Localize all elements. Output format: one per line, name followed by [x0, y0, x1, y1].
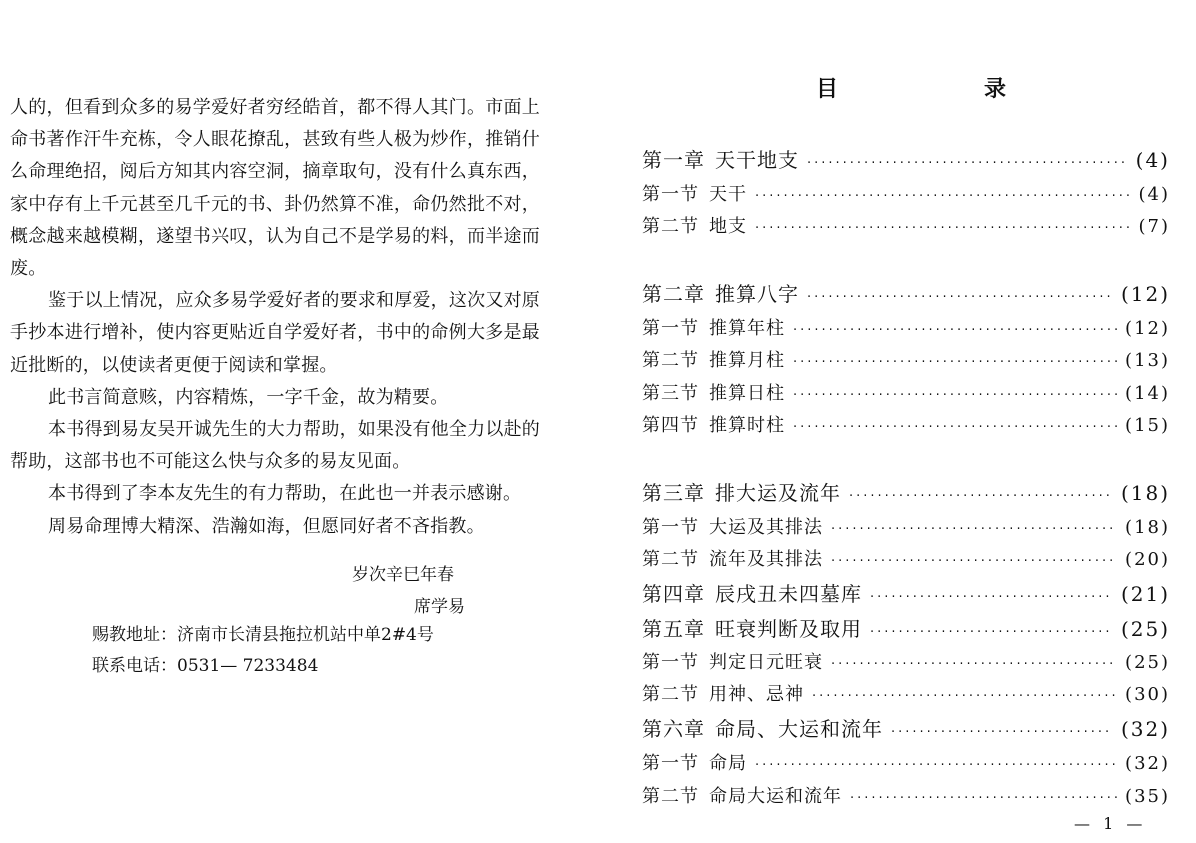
- toc-leader-dots: [850, 791, 1117, 806]
- toc-page-number: (12): [1125, 318, 1170, 339]
- toc-page-number: (4): [1138, 184, 1170, 205]
- contact-address: 赐教地址：济南市长清县拖拉机站中单2#4号: [92, 625, 434, 645]
- toc-entry-title: 用神、忌神: [709, 684, 804, 705]
- toc-number: 第二节: [642, 684, 699, 705]
- toc-leader-dots: [793, 420, 1117, 435]
- toc-page-number: (14): [1125, 383, 1170, 404]
- toc-entry-title: 命局: [709, 753, 747, 774]
- toc-entry-title: 地支: [709, 216, 747, 237]
- toc-page-number: (30): [1125, 684, 1170, 705]
- toc-leader-dots: [870, 590, 1113, 605]
- toc-leader-dots: [793, 323, 1117, 338]
- toc-leader-dots: [812, 689, 1117, 704]
- toc-leader-dots: [831, 657, 1117, 672]
- page-number-footer: — 1 —: [1074, 814, 1147, 833]
- toc-leader-dots: [755, 221, 1131, 236]
- toc-page-number: (25): [1125, 652, 1170, 673]
- toc-entry-title: 大运及其排法: [709, 517, 823, 538]
- toc-number: 第三章: [642, 481, 705, 505]
- toc-entry-chapter-6[interactable]: [642, 713, 1170, 742]
- toc-page-number: (4): [1135, 148, 1170, 172]
- toc-number: 第五章: [642, 617, 705, 641]
- toc-entry-section[interactable]: [642, 545, 1170, 571]
- toc-entry-section[interactable]: [642, 212, 1170, 238]
- toc-number: 第一节: [642, 184, 699, 205]
- toc-page-number: (21): [1120, 582, 1170, 606]
- toc-leader-dots: [755, 189, 1131, 204]
- toc-entry-title: 推算年柱: [709, 318, 785, 339]
- toc-entry-title: 推算日柱: [709, 383, 785, 404]
- toc-number: 第二节: [642, 786, 699, 807]
- toc-leader-dots: [807, 290, 1113, 305]
- toc-number: 第二节: [642, 216, 699, 237]
- toc-entry-section[interactable]: [642, 648, 1170, 674]
- toc-leader-dots: [807, 156, 1128, 171]
- contact-phone: 联系电话：0531— 7233484: [92, 656, 319, 676]
- toc-entry-title: 旺衰判断及取用: [715, 617, 862, 641]
- toc-page-number: (18): [1120, 481, 1170, 505]
- toc-entry-title: 辰戌丑未四墓库: [715, 582, 862, 606]
- toc-number: 第一节: [642, 652, 699, 673]
- toc-page-number: (32): [1125, 753, 1170, 774]
- toc-number: 第一节: [642, 318, 699, 339]
- toc-entry-title: 推算八字: [715, 282, 799, 306]
- toc-page-number: (25): [1120, 617, 1170, 641]
- preface-text: [10, 92, 540, 543]
- toc-entry-chapter-5[interactable]: [642, 613, 1170, 642]
- toc-page-number: (35): [1125, 786, 1170, 807]
- toc-page-number: (32): [1120, 717, 1170, 741]
- toc-entry-title: 天干地支: [715, 148, 799, 172]
- paragraph: 此书言简意赅，内容精炼，一字千金，故为精要。: [48, 386, 449, 408]
- toc-entry-chapter-2[interactable]: [642, 278, 1170, 307]
- paragraph: 周易命理博大精深、浩瀚如海，但愿同好者不吝指教。: [48, 515, 485, 537]
- toc-leader-dots: [793, 388, 1117, 403]
- toc-entry-section[interactable]: [642, 411, 1170, 437]
- toc-entry-title: 命局大运和流年: [709, 786, 842, 807]
- toc-page-number: (7): [1138, 216, 1170, 237]
- toc-entry-section[interactable]: [642, 782, 1170, 808]
- toc-entry-title: 流年及其排法: [709, 549, 823, 570]
- toc-leader-dots: [870, 625, 1113, 640]
- toc-entry-section[interactable]: [642, 346, 1170, 372]
- toc-entry-title: 推算月柱: [709, 350, 785, 371]
- toc-entry-title: 命局、大运和流年: [715, 717, 883, 741]
- toc-leader-dots: [793, 355, 1117, 370]
- right-page: [598, 0, 1196, 843]
- paragraph: 人的，但看到众多的易学爱好者穷经皓首，都不得人其门。市面上命书著作汗牛充栋，令人眼花撩乱，甚致有些人极为炒作，推销什么命理绝招，阅后方知其内容空洞，摘章取句，没有什么真东西，家中存有上千元甚至几千元的书、卦仍然算不准，命仍然批不对，概念越来越模糊，遂望书兴叹，认为自己不是学易的料，而半途而废。: [10, 97, 540, 280]
- toc-entry-section[interactable]: [642, 314, 1170, 340]
- toc-number: 第一节: [642, 517, 699, 538]
- toc-number: 第二章: [642, 282, 705, 306]
- toc-entry-chapter-1[interactable]: [642, 144, 1170, 173]
- toc-title-left: 目: [816, 77, 839, 102]
- toc-number: 第一章: [642, 148, 705, 172]
- toc-number: 第一节: [642, 753, 699, 774]
- toc-number: 第二节: [642, 549, 699, 570]
- toc-title: [816, 72, 1006, 103]
- toc-entry-title: 推算时柱: [709, 415, 785, 436]
- toc-entry-section[interactable]: [642, 749, 1170, 775]
- toc-number: 第六章: [642, 717, 705, 741]
- signoff-date: 岁次辛巳年春: [352, 565, 454, 585]
- toc-entry-section[interactable]: [642, 379, 1170, 405]
- toc-leader-dots: [891, 725, 1113, 740]
- toc-title-right: 录: [983, 77, 1006, 102]
- toc-leader-dots: [755, 758, 1117, 773]
- toc-entry-section[interactable]: [642, 513, 1170, 539]
- signoff-author: 席学易: [414, 597, 465, 617]
- toc-entry-title: 排大运及流年: [715, 481, 841, 505]
- toc-leader-dots: [831, 554, 1117, 569]
- toc-number: 第二节: [642, 350, 699, 371]
- toc-leader-dots: [849, 489, 1113, 504]
- toc-page-number: (12): [1120, 282, 1170, 306]
- toc-number: 第四节: [642, 415, 699, 436]
- paragraph: 鉴于以上情况，应众多易学爱好者的要求和厚爱，这次又对原手抄本进行增补，使内容更贴近自学爱好者，书中的命例大多是最近批断的，以使读者更便于阅读和掌握。: [10, 290, 540, 376]
- toc-entry-chapter-3[interactable]: [642, 477, 1170, 506]
- toc-entry-chapter-4[interactable]: [642, 578, 1170, 607]
- toc-entry-title: 天干: [709, 184, 747, 205]
- toc-entry-section[interactable]: [642, 180, 1170, 206]
- toc-leader-dots: [831, 522, 1117, 537]
- toc-page-number: (18): [1125, 517, 1170, 538]
- toc-page-number: (15): [1125, 415, 1170, 436]
- toc-page-number: (13): [1125, 350, 1170, 371]
- toc-entry-title: 判定日元旺衰: [709, 652, 823, 673]
- toc-number: 第四章: [642, 582, 705, 606]
- toc-number: 第三节: [642, 383, 699, 404]
- toc-entry-section[interactable]: [642, 680, 1170, 706]
- paragraph: 本书得到易友吴开诚先生的大力帮助，如果没有他全力以赴的帮助，这部书也不可能这么快与众多的易友见面。: [10, 419, 540, 473]
- paragraph: 本书得到了李本友先生的有力帮助，在此也一并表示感谢。: [48, 483, 522, 505]
- toc-page-number: (20): [1125, 549, 1170, 570]
